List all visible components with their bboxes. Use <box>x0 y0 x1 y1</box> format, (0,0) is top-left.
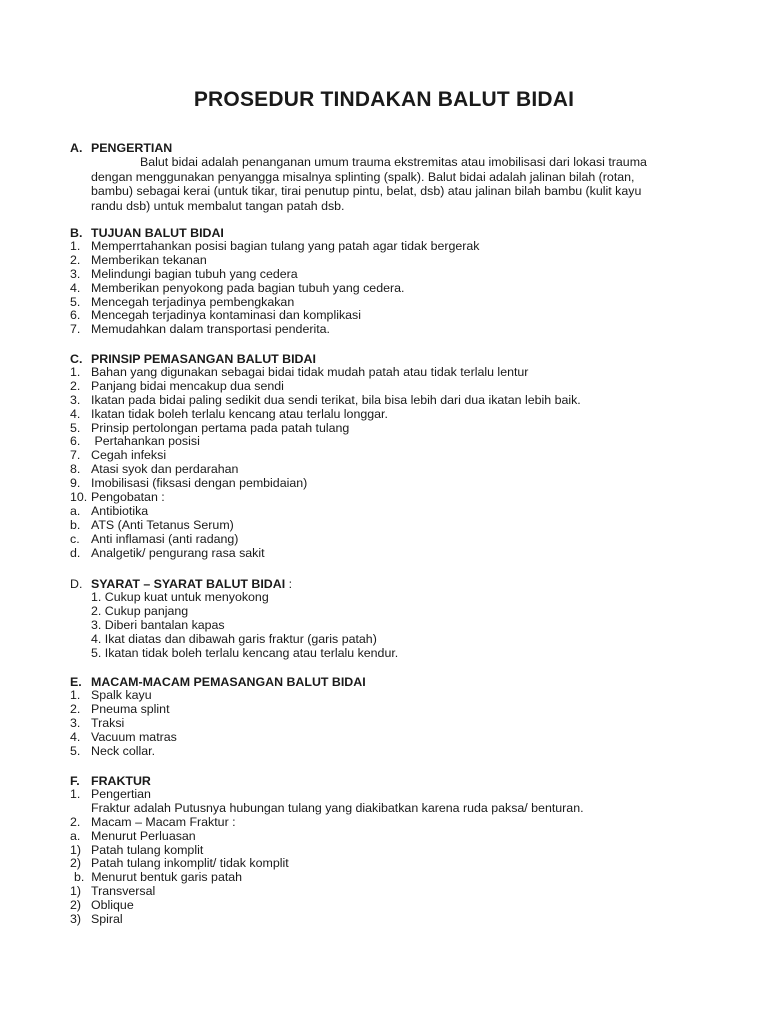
list-item <box>70 449 686 463</box>
paragraph-line: bambu) sebagai kerai (untuk tikar, tirai penutup pintu, belat, dsb) atau jalinan bilah bambu (kulit kayu <box>91 184 642 198</box>
item-number: 4. <box>70 406 81 421</box>
item-text: Memberikan penyokong pada bagian tubuh yang cedera. <box>91 280 405 295</box>
item-number: d. <box>70 545 81 560</box>
list-item <box>70 366 686 380</box>
section-label: A. <box>70 141 83 155</box>
item-number: 3. <box>70 266 81 281</box>
list-item <box>70 463 686 477</box>
list-item <box>70 477 686 491</box>
item-text: Memperrtahankan posisi bagian tulang yang patah agar tidak bergerak <box>91 239 480 253</box>
section-macam-pemasangan <box>70 675 686 758</box>
list-item <box>70 254 686 268</box>
item-number: 5. <box>70 420 81 435</box>
item-number: 6. <box>70 434 81 449</box>
item-text: Pengertian <box>91 787 151 801</box>
item-text: Spalk kayu <box>91 688 152 702</box>
item-number: 2. <box>70 252 81 267</box>
paragraph-line: dengan menggunakan penyangga misalnya splinting (spalk). Balut bidai adalah jalinan bilah (rotan, <box>91 169 635 184</box>
list-item <box>70 323 686 337</box>
list-item <box>70 380 686 394</box>
definition-paragraph <box>70 155 686 213</box>
item-text: Patah tulang komplit <box>91 842 204 857</box>
item-text: Mencegah terjadinya kontaminasi dan komplikasi <box>91 308 361 323</box>
item-text: Ikatan tidak boleh terlalu kencang atau terlalu longgar. <box>91 406 388 421</box>
item-number: 6. <box>70 308 81 323</box>
item-number: 4. <box>70 729 81 744</box>
list-item <box>70 844 686 858</box>
item-number: 5. <box>70 743 81 758</box>
item-number: 9. <box>70 476 81 491</box>
item-number: b. <box>70 517 81 532</box>
section-prinsip <box>70 352 686 560</box>
item-number: 8. <box>70 462 81 477</box>
section-label: F. <box>70 774 80 788</box>
section-title: SYARAT – SYARAT BALUT BIDAI <box>91 577 286 591</box>
item-number: 1. <box>70 365 81 379</box>
section-title: PRINSIP PEMASANGAN BALUT BIDAI <box>91 352 316 366</box>
item-text: Spiral <box>91 912 123 927</box>
section-heading <box>70 226 686 240</box>
section-label: E. <box>70 675 82 689</box>
list-item <box>70 731 686 745</box>
list-item <box>70 745 686 759</box>
list-item <box>70 703 686 717</box>
item-number: 2) <box>70 856 82 871</box>
list-item: 4. Ikat diatas dan dibawah garis fraktur (garis patah) <box>91 631 377 646</box>
list-item <box>70 309 686 323</box>
section-label: D. <box>70 577 83 591</box>
item-number: 4. <box>70 280 81 295</box>
paragraph-line: Balut bidai adalah penanganan umum trauma ekstremitas atau imobilisasi dari lokasi trauma <box>140 155 647 169</box>
item-text: Bahan yang digunakan sebagai bidai tidak mudah patah atau tidak terlalu lentur <box>91 365 529 379</box>
item-text: Ikatan pada bidai paling sedikit dua sendi terikat, bila bisa lebih dari dua ikatan lebih baik. <box>91 392 581 407</box>
item-number: 3. <box>70 715 81 730</box>
section-pengertian <box>70 141 686 213</box>
list-item: 2. Cukup panjang <box>91 603 189 618</box>
item-number: a. <box>70 828 81 843</box>
list-item <box>70 394 686 408</box>
item-text: Patah tulang inkomplit/ tidak komplit <box>91 856 289 871</box>
item-text: Macam – Macam Fraktur : <box>91 814 236 829</box>
section-heading <box>70 352 686 366</box>
item-text: Transversal <box>91 884 156 899</box>
item-text: Menurut Perluasan <box>91 828 196 843</box>
item-text: Prinsip pertolongan pertama pada patah tulang <box>91 420 350 435</box>
item-text: Atasi syok dan perdarahan <box>91 462 239 477</box>
list-item <box>70 519 686 533</box>
list-item <box>70 268 686 282</box>
list-item <box>70 547 686 561</box>
item-number: 1. <box>70 239 81 253</box>
list-item <box>70 788 686 802</box>
item-text: Pertahankan posisi <box>91 434 200 449</box>
section-title: TUJUAN BALUT BIDAI <box>91 226 224 240</box>
section-fraktur <box>70 774 686 927</box>
list-item <box>70 491 686 505</box>
list-item <box>70 689 686 703</box>
item-number: 7. <box>70 448 81 463</box>
list-item <box>70 857 686 871</box>
list-item <box>70 505 686 519</box>
item-number: 2. <box>70 701 81 716</box>
item-text: Oblique <box>91 898 134 913</box>
item-text: Melindungi bagian tubuh yang cedera <box>91 266 298 281</box>
item-text: Analgetik/ pengurang rasa sakit <box>91 545 265 560</box>
section-title: MACAM-MACAM PEMASANGAN BALUT BIDAI <box>91 675 366 689</box>
item-number: 2. <box>70 814 81 829</box>
list-item: 3. Diberi bantalan kapas <box>91 617 225 632</box>
paragraph-line: randu dsb) untuk membalut tangan patah dsb. <box>91 198 345 213</box>
list-item <box>70 899 686 913</box>
item-number: 5. <box>70 294 81 309</box>
item-number: 3. <box>70 392 81 407</box>
list-item: b. Menurut bentuk garis patah <box>74 870 243 885</box>
list-item <box>70 240 686 254</box>
section-label: C. <box>70 352 83 366</box>
item-text: ATS (Anti Tetanus Serum) <box>91 517 234 532</box>
item-number: 3) <box>70 912 82 927</box>
section-tujuan <box>70 226 686 337</box>
section-label: B. <box>70 226 83 240</box>
section-heading <box>70 774 686 788</box>
list-item <box>70 408 686 422</box>
item-number: 10. <box>70 490 88 505</box>
item-text: Imobilisasi (fiksasi dengan pembidaian) <box>91 476 308 491</box>
item-text: Panjang bidai mencakup dua sendi <box>91 378 284 393</box>
item-number: 2) <box>70 898 82 913</box>
item-number: 2. <box>70 378 81 393</box>
list-item <box>70 830 686 844</box>
section-heading <box>70 675 686 689</box>
item-text: Neck collar. <box>91 743 156 758</box>
item-number: a. <box>70 503 81 518</box>
list-item <box>70 717 686 731</box>
item-text: Pneuma splint <box>91 701 170 716</box>
item-text: Antibiotika <box>91 503 149 518</box>
list-item: 5. Ikatan tidak boleh terlalu kencang atau terlalu kendur. <box>91 645 399 660</box>
list-item <box>70 816 686 830</box>
definition-text: Fraktur adalah Putusnya hubungan tulang yang diakibatkan karena ruda paksa/ benturan. <box>91 800 584 815</box>
item-number: 1. <box>70 787 81 801</box>
page-title: PROSEDUR TINDAKAN BALUT BIDAI <box>193 88 575 111</box>
list-item <box>70 533 686 547</box>
item-text: Vacuum matras <box>91 729 177 744</box>
section-heading <box>70 141 686 155</box>
item-number: 1) <box>70 842 82 857</box>
section-syarat <box>70 577 686 660</box>
section-title: FRAKTUR <box>91 774 151 788</box>
item-text: Mencegah terjadinya pembengkakan <box>91 294 295 309</box>
item-number: 7. <box>70 322 81 337</box>
section-heading <box>70 577 686 591</box>
list-item: 1. Cukup kuat untuk menyokong <box>91 590 269 604</box>
section-title: PENGERTIAN <box>91 141 173 155</box>
item-text: Traksi <box>91 715 125 730</box>
list-item <box>70 435 686 449</box>
item-text: Cegah infeksi <box>91 448 167 463</box>
item-text: Memudahkan dalam transportasi penderita. <box>91 322 330 337</box>
item-number: c. <box>70 531 80 546</box>
item-number: 1) <box>70 884 82 899</box>
list-item <box>70 913 686 927</box>
list-item <box>70 885 686 899</box>
list-item <box>70 296 686 310</box>
item-text: Anti inflamasi (anti radang) <box>91 531 239 546</box>
list-item <box>70 282 686 296</box>
item-text: Memberikan tekanan <box>91 252 207 267</box>
heading-colon: : <box>285 577 293 591</box>
item-text: Pengobatan : <box>91 490 165 505</box>
list-item <box>70 422 686 436</box>
item-number: 1. <box>70 688 81 702</box>
